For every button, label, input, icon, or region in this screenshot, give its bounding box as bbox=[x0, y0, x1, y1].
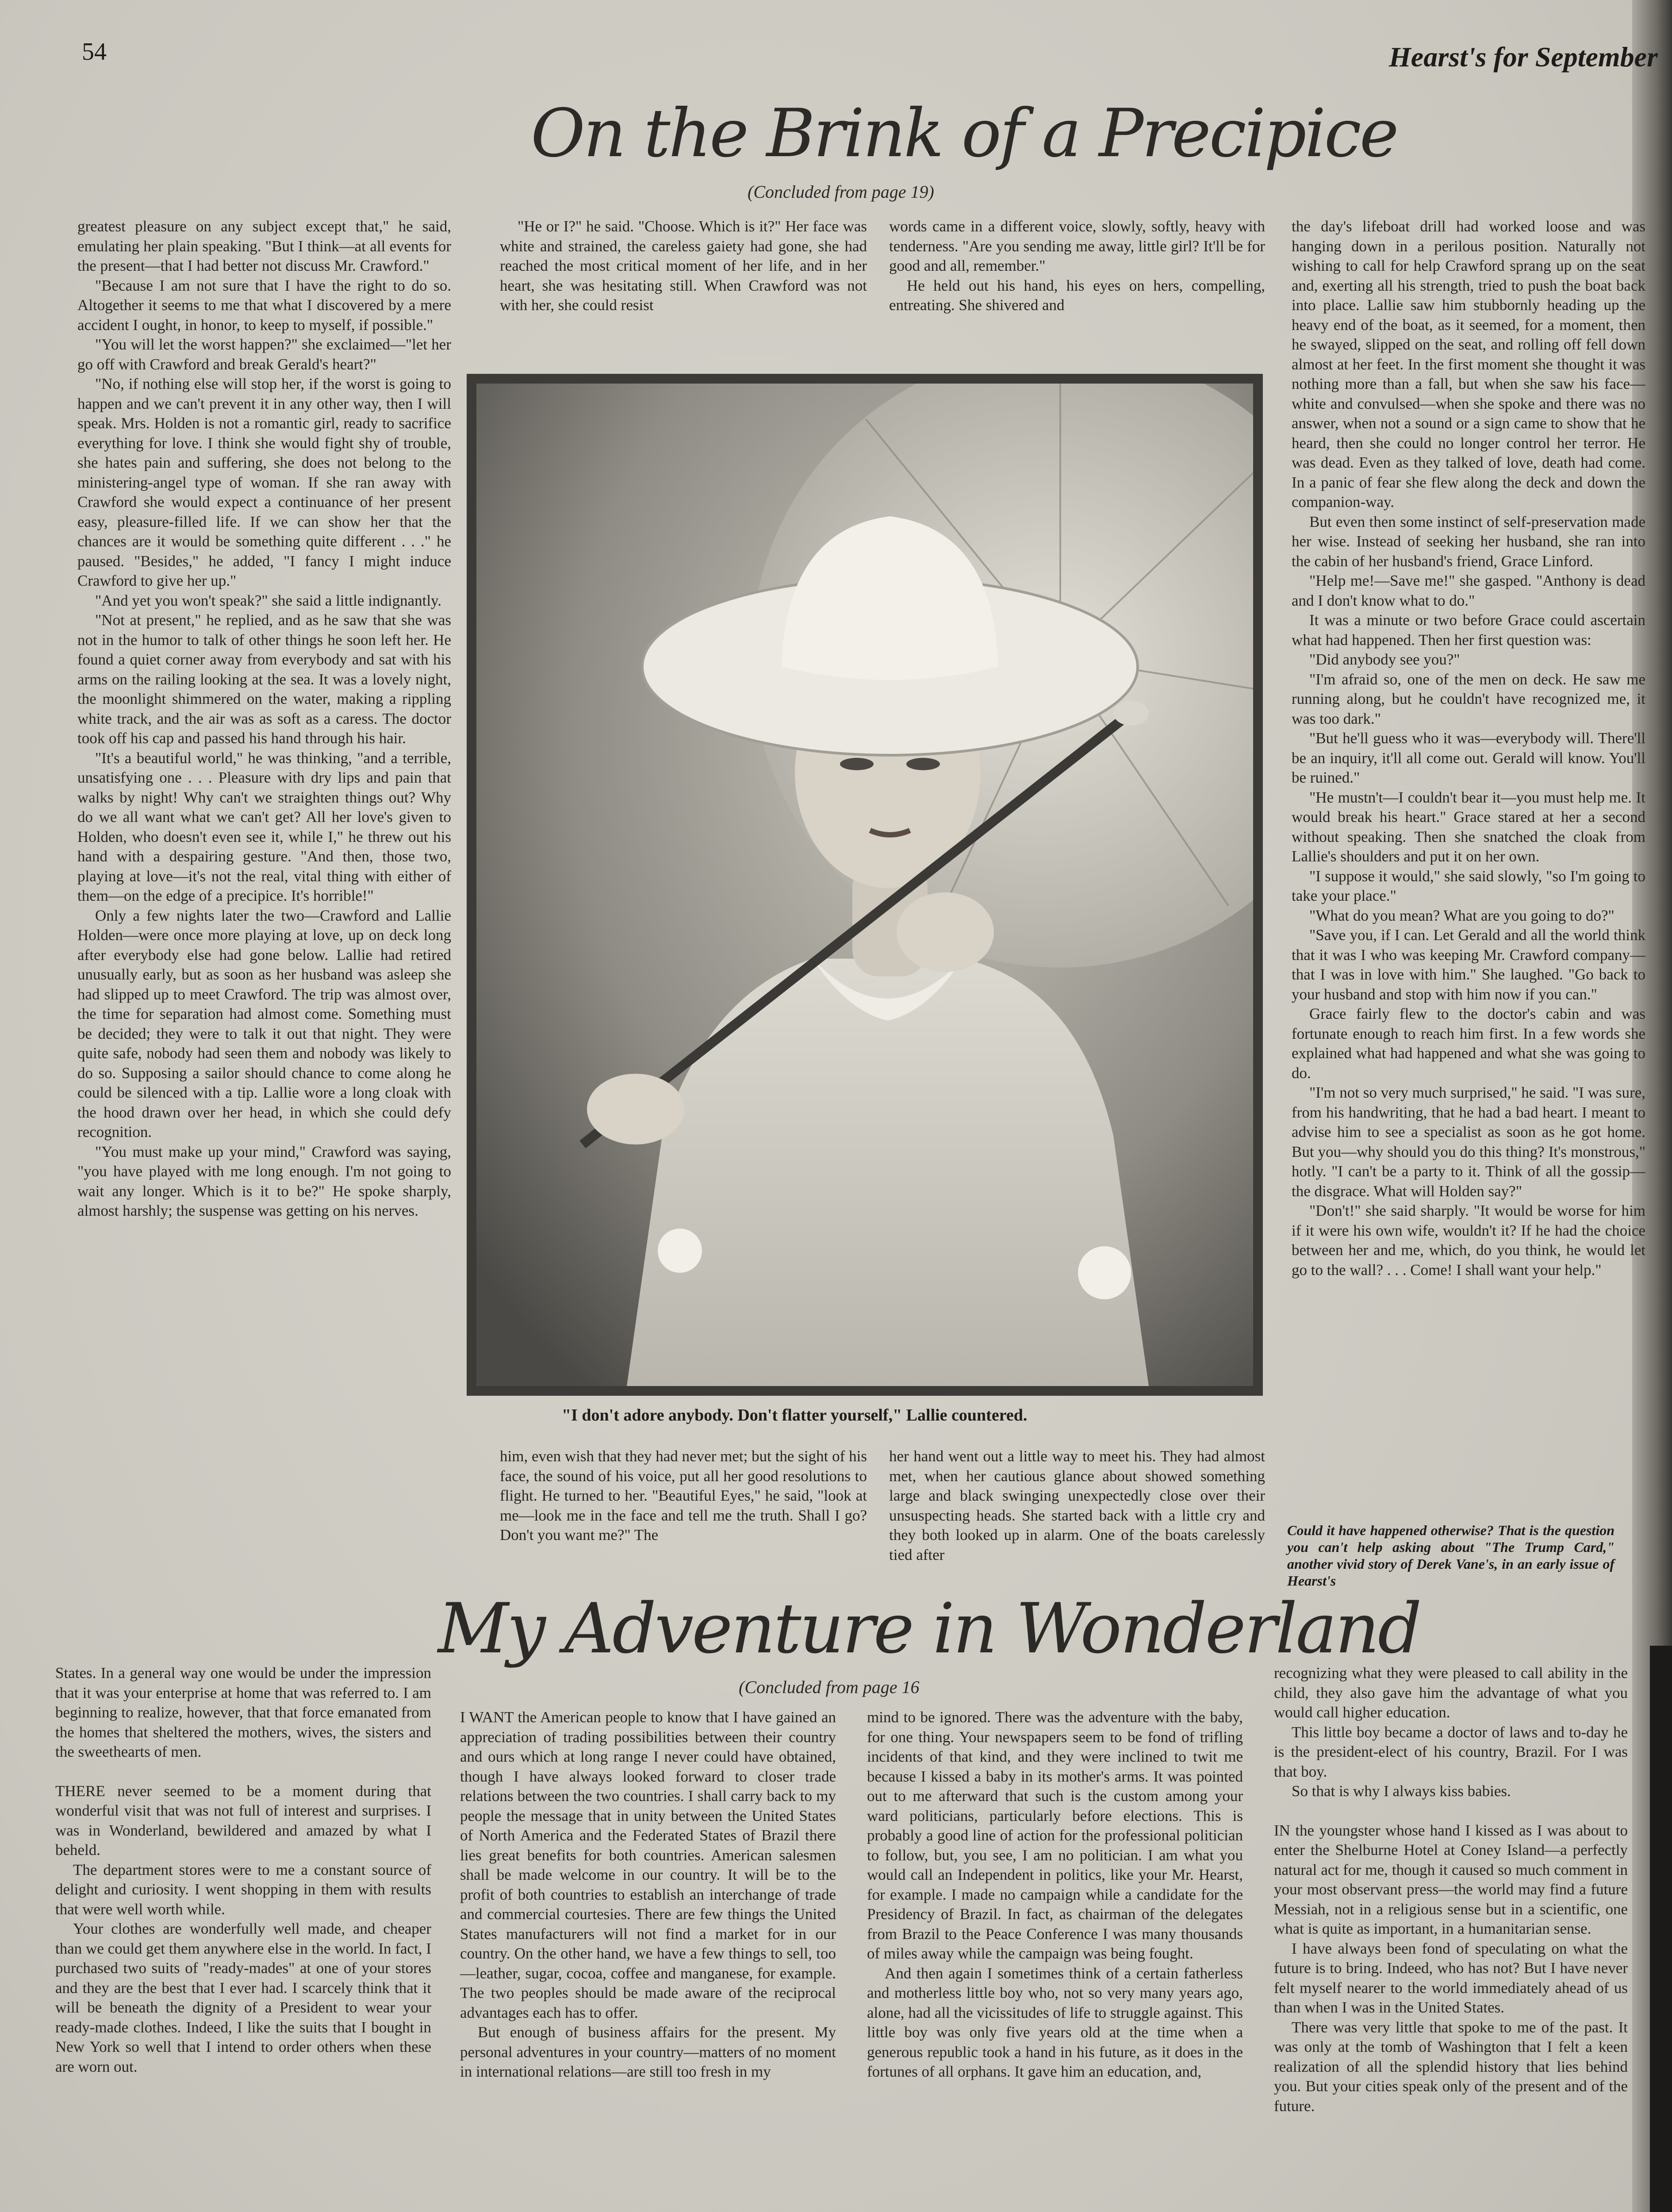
photo-caption: "I don't adore anybody. Don't flatter yourself," Lallie countered. bbox=[562, 1406, 1028, 1425]
paragraph: "You will let the worst happen?" she exclaimed—"let her go off with Crawford and break Gerald's heart?" bbox=[77, 336, 451, 373]
paragraph: "You must make up your mind," Crawford was saying, "you have played with me long enough. I'm not going to wait any longer. Which is it to be?" He spoke sharply, almost harshly; the suspense was getting on his nerves. bbox=[77, 1143, 451, 1219]
article-title: On the Brink of a Precipice bbox=[531, 95, 1397, 172]
article-column-3 bbox=[867, 1708, 1243, 2212]
paragraph: "It's a beautiful world," he was thinking, "and a terrible, unsatisfying one . . . Pleasure with dry lips and pain that walks by night! Why can't we straighten things out? Why do we all want what we can't get? All her love's given to Holden, who doesn't even see it, while I," he threw out his hand with a despairing gesture. "And then, those two, playing at love—it's not the real, vital thing with either of them—on the edge of a precipice. It's horrible!" bbox=[77, 749, 451, 904]
paragraph: recognizing what they were pleased to call ability in the child, they also gave him the advantage of what you would call higher education. bbox=[1274, 1664, 1628, 1721]
paragraph: It was a minute or two before Grace could ascertain what had happened. Then her first question was: bbox=[1292, 611, 1645, 649]
photograph bbox=[467, 374, 1263, 1396]
paragraph: But enough of business affairs for the present. My personal adventures in your country—matters of no moment in international relations—are still too fresh in my bbox=[460, 2024, 836, 2080]
paragraph: THERE never seemed to be a moment during that wonderful visit that was not full of interest and surprises. I was in Wonderland, bewildered and amazed by what I beheld. bbox=[55, 1782, 431, 1859]
paragraph: greatest pleasure on any subject except that," he said, emulating her plain speaking. "But I think—at all events for the present—that I had better not discuss Mr. Crawford." bbox=[77, 218, 451, 274]
article-column-3-top bbox=[889, 217, 1265, 363]
paragraph: "Save you, if I can. Let Gerald and all the world think that it was I who was keeping Mr. Crawford company—that I was in love with him." She laughed. "Go back to your husband and stop with him now if you can." bbox=[1292, 926, 1645, 1003]
paragraph: her hand went out a little way to meet his. They had almost met, when her cautious glance about showed something large and black swinging unexpectedly close over their unsuspecting heads. She started back with a little cry and they both looked up in alarm. One of the boats carelessly tied after bbox=[889, 1448, 1265, 1563]
paragraph: States. In a general way one would be under the impression that it was your enterprise at home that was referred to. I am beginning to realize, however, that that force emanated from the homes that sheltered the mothers, wives, the sisters and the sweethearts of men. bbox=[55, 1664, 431, 1760]
paragraph: "I'm afraid so, one of the men on deck. He saw me running along, but he couldn't have recognized me, it was too dark." bbox=[1292, 670, 1645, 727]
paragraph: "I suppose it would," she said slowly, "so I'm going to take your place." bbox=[1292, 867, 1645, 904]
paragraph: him, even wish that they had never met; but the sight of his face, the sound of his voice, put all her good resolutions to flight. He turned to her. "Beautiful Eyes," he said, "look at me—look me in the face and tell me the truth. Shall I go? Don't you want me?" The bbox=[500, 1448, 867, 1544]
paragraph: "Help me!—Save me!" she gasped. "Anthony is dead and I don't know what to do." bbox=[1292, 572, 1645, 609]
continuation-note: (Concluded from page 16 bbox=[739, 1677, 920, 1697]
paragraph: I WANT the American people to know that I have gained an appreciation of trading possibilities between their country and ours which at long range I never could have obtained, though I have always looked forward to closer trade relations between the two countries. I shall carry back to my people the message that in unity between the United States of North America and the Federated States of Brazil there lies great benefits for both countries. American salesmen shall be made welcome in our country. It will be to the profit of both countries to establish an interchange of trade and commercial courtesies. There are few things the United States manufacturers will not find a market for in our country. On the other hand, we have a few things to sell, too—leather, sugar, cocoa, coffee and manganese, for example. The two peoples should be made aware of the reciprocal advantages each has to offer. bbox=[460, 1709, 836, 2021]
paragraph: "I'm not so very much surprised," he said. "I was sure, from his handwriting, that he had a bad heart. I meant to advise him to see a specialist as soon as he got home. But you—why should you do this thing? It's monstrous," hotly. "I can't be a party to it. Think of all the gossip—the disgrace. What will Holden say?" bbox=[1292, 1084, 1645, 1200]
paragraph: There was very little that spoke to me of the past. It was only at the tomb of Washington that I felt a keen realization of all the splendid history that lies behind you. But your cities speak only of the present and of the future. bbox=[1274, 2018, 1628, 2115]
article-column-1 bbox=[55, 1663, 431, 2212]
paragraph: So that is why I always kiss babies. bbox=[1292, 1782, 1511, 1800]
article-column-4 bbox=[1292, 217, 1645, 1513]
paragraph: "But he'll guess who it was—everybody will. There'll be an inquiry, it'll all come out. Gerald will know. You'll be ruined." bbox=[1292, 730, 1645, 786]
paragraph: words came in a different voice, slowly, softly, heavy with tenderness. "Are you sending me away, little girl? It'll be for good and all, remember." bbox=[889, 218, 1265, 274]
paragraph: mind to be ignored. There was the adventure with the baby, for one thing. Your newspapers seem to be fond of trifling incidents of that kind, and they were inclined to twit me because I kissed a baby in its mother's arms. It was pointed out to me afterward that such is the custom among your ward politicians, particularly before elections. This is probably a good line of action for the professional politician to follow, but, you see, I am no politician. I am what you would call an Independent in politics, like your Mr. Hearst, for example. I made no campaign while a candidate for the Presidency of Brazil. In fact, as chairman of the delegates from Brazil to the Peace Conference I was many thousands of miles away while the campaign was being fought. bbox=[867, 1709, 1243, 1962]
article-title: My Adventure in Wonderland bbox=[438, 1588, 1420, 1669]
paragraph: "Not at present," he replied, and as he saw that she was not in the humor to talk of other things he soon left her. He found a quiet corner away from everybody and sat with his arms on the railing looking at the sea. It was a lovely night, the moonlight shimmered on the water, making a rippling white track, and the air was as soft as a caress. The doctor took off his cap and passed his hand through his hair. bbox=[77, 611, 451, 747]
paragraph: The department stores were to me a constant source of delight and curiosity. I went shopping in them with results that were well worth while. bbox=[55, 1861, 431, 1918]
page-edge-tab bbox=[1650, 1646, 1672, 2212]
paragraph: "No, if nothing else will stop her, if the worst is going to happen and we can't prevent it in any other way, then I will speak. Mrs. Holden is not a romantic girl, ready to sacrifice everything for love. I think she would fight shy of trouble, she hates pain and suffering, she does not belong to the ministering-angel type of woman. If she ran away with Crawford she would expect a continuance of her present easy, pleasure-filled life. If we can show her that the chances are it would be something quite different . . ." he paused. "Besides," he added, "I fancy I might induce Crawford to give her up." bbox=[77, 375, 451, 589]
magazine-running-head: Hearst's for September bbox=[1389, 41, 1658, 73]
article-column-2-bottom bbox=[500, 1447, 867, 1575]
paragraph: I have always been fond of speculating on what the future is to bring. Indeed, who has not? But I have never felt myself nearer to the world immediately ahead of us than when I was in the United States. bbox=[1274, 1939, 1628, 2016]
paragraph: "Did anybody see you?" bbox=[1309, 651, 1460, 668]
paragraph: Your clothes are wonderfully well made, and cheaper than we could get them anywhere else in the world. In fact, I purchased two suits of "ready-mades" at one of your stores and they are the best that I ever had. I scarcely think that it will be beneath the dignity of a President to wear your ready-made clothes. Indeed, I like the suits that I bought in New York so well that I intend to order others when these are worn out. bbox=[55, 1920, 431, 2075]
paragraph: "He mustn't—I couldn't bear it—you must help me. It would break his heart." Grace stared at her a second without speaking. Then she snatched the cloak from Lallie's shoulders and put it on her own. bbox=[1292, 788, 1645, 865]
paragraph: "What do you mean? What are you going to do?" bbox=[1309, 906, 1614, 924]
paragraph: Grace fairly flew to the doctor's cabin and was fortunate enough to reach him first. In a few words she explained what had happened and what she was going to do. bbox=[1292, 1005, 1645, 1082]
article-column-2-top bbox=[500, 217, 867, 363]
paragraph: And then again I sometimes think of a certain fatherless and motherless little boy who, not so very many years ago, alone, had all the vicissitudes of life to struggle against. This little boy was only five years old at the time when a generous republic took a hand in his future, as it does in the fortunes of all orphans. It gave him an education, and, bbox=[867, 1964, 1243, 2080]
paragraph: "Don't!" she said sharply. "It would be worse for him if it were his own wife, wouldn't it? If he had the choice between her and me, which, do you think, he would let go to the wall? . . . Come! I shall want your help." bbox=[1292, 1202, 1645, 1279]
article-column-2 bbox=[460, 1708, 836, 2212]
next-story-teaser: Could it have happened otherwise? That is the question you can't help asking about "The Trump Card," another vivid story of Derek Vane's, in an early issue of Hearst's bbox=[1287, 1522, 1614, 1589]
paragraph: This little boy became a doctor of laws and to-day he is the president-elect of his country, Brazil. For I was that boy. bbox=[1274, 1723, 1628, 1780]
paragraph: He held out his hand, his eyes on hers, compelling, entreating. She shivered and bbox=[889, 276, 1265, 314]
paragraph: IN the youngster whose hand I kissed as I was about to enter the Shelburne Hotel at Coney Island—a perfectly natural act for me, though it caused so much comment in your most observant press—the world may find a future Messiah, not in a religious sense but in a scientific, one what is quite as important, in a humanitarian sense. bbox=[1274, 1821, 1628, 1937]
paragraph: "He or I?" he said. "Choose. Which is it?" Her face was white and strained, the careless gaiety had gone, she had reached the most critical moment of her life, and in her heart, she was hesitating still. When Crawford was not with her, she could resist bbox=[500, 218, 867, 314]
paragraph: "Because I am not sure that I have the right to do so. Altogether it seems to me that what I discovered by a mere accident I ought, in honor, to keep to myself, if possible." bbox=[77, 276, 451, 334]
paragraph: the day's lifeboat drill had worked loose and was hanging down in a perilous position. Naturally not wishing to call for help Crawford sprang up on the seat and, exerting all his strength, tried to push the boat back into place. Lallie saw him stubbornly heading up the heavy end of the boat, as it seemed, for a moment, then he swayed, slipped on the seat, and rolling off fell down almost at her feet. In the first moment she thought it was nothing more than a fall, but when she saw his face—white and convulsed—when she spoke and there was no answer, when not a sound or a sign came to show that he heard, then she could no longer control her terror. He was dead. Even as they talked of love, death had come. In a panic of fear she flew along the deck and down the companion-way. bbox=[1292, 218, 1645, 511]
photo-woman-with-parasol bbox=[476, 384, 1253, 1386]
paragraph: Only a few nights later the two—Crawford and Lallie Holden—were once more playing at love, up on deck long after everybody else had gone below. Lallie had retired unusually early, but as soon as her husband was asleep she had slipped up to meet Crawford. The trip was almost over, the time for separation had almost come. Something must be decided; they were to talk it out that night. They were quite safe, nobody had seen them and nobody was likely to do so. Supposing a sailor should chance to come along he could be silenced with a tip. Lallie wore a long cloak with the hood drawn over her head, in which she could defy recognition. bbox=[77, 906, 451, 1141]
article-column-3-bottom bbox=[889, 1447, 1265, 1575]
paragraph: But even then some instinct of self-preservation made her wise. Instead of seeking her husband, she ran into the cabin of her husband's friend, Grace Linford. bbox=[1292, 513, 1645, 570]
article-column-4 bbox=[1274, 1663, 1628, 2212]
article-column-1 bbox=[77, 217, 451, 1566]
paragraph: "And yet you won't speak?" she said a little indignantly. bbox=[95, 591, 442, 609]
page-number: 54 bbox=[82, 38, 107, 65]
continuation-note: (Concluded from page 19) bbox=[748, 182, 934, 202]
